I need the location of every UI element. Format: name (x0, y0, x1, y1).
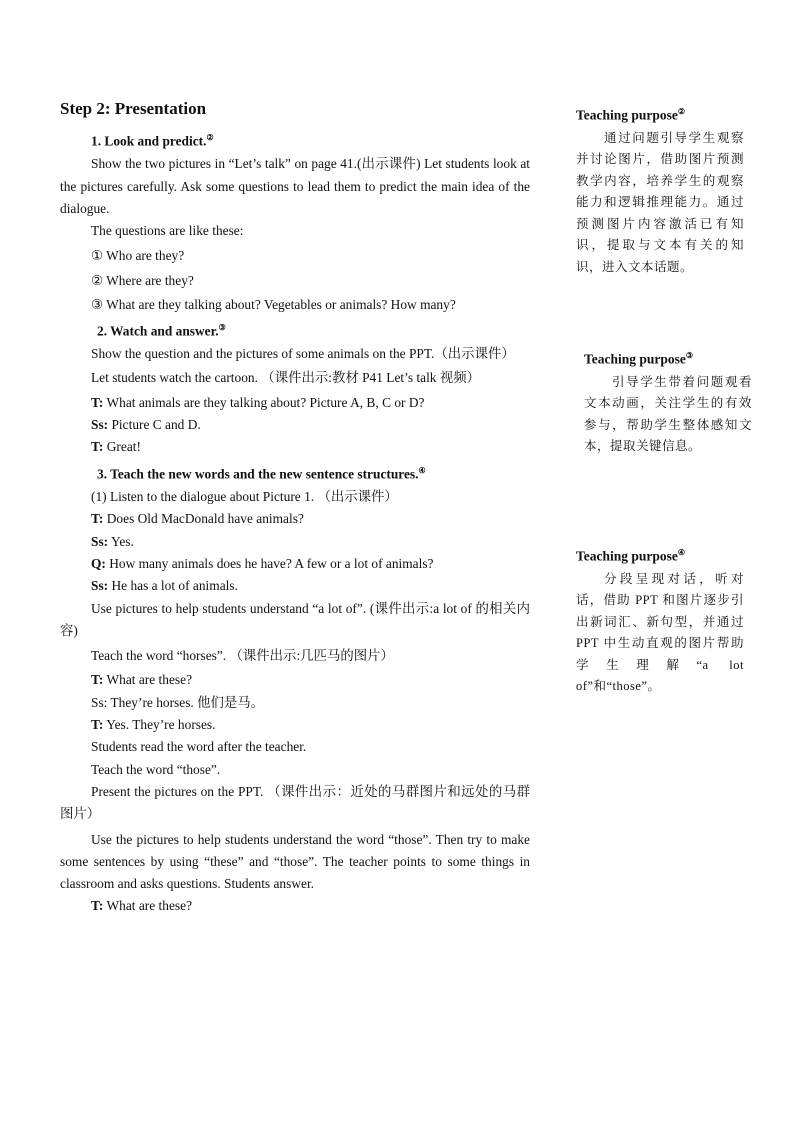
speaker: T: (91, 439, 104, 455)
dialogue-line (60, 436, 530, 458)
speaker: Ss: (91, 417, 109, 433)
note-title (584, 346, 752, 370)
dialogue-text: Yes. They’re horses. (106, 717, 216, 733)
dialogue-line (60, 714, 530, 736)
paragraph: Teach the word “those”. (91, 761, 221, 777)
dialogue-text: What are these? (106, 898, 193, 914)
lesson-plan-main (60, 98, 530, 918)
question-2: ② Where are they? (91, 272, 194, 288)
dialogue-text: What animals are they talking about? Picture A, B, C or D? (106, 394, 425, 410)
dialogue-text: Yes. (110, 533, 134, 549)
speaker: T: (91, 511, 104, 527)
section-3-title-text: 3. Teach the new words and the new sentence structures. (97, 466, 419, 482)
speaker: T: (91, 672, 104, 688)
footnote-mark: ④ (677, 548, 686, 557)
dialogue-line (60, 531, 530, 553)
footnote-mark: ② (677, 107, 686, 116)
dialogue-line: Ss: They’re horses. 他们是马。 (91, 694, 265, 710)
footnote-mark: ③ (685, 351, 694, 360)
speaker: T: (91, 717, 104, 733)
teaching-purpose-note (584, 346, 752, 458)
section-3-title (60, 459, 530, 486)
dialogue-line (60, 553, 530, 575)
paragraph: The questions are like these: (91, 223, 244, 239)
paragraph: (1) Listen to the dialogue about Picture 1. （出示课件） (91, 489, 398, 505)
dialogue-line (60, 669, 530, 691)
dialogue-text: How many animals does he have? A few or a lot of animals? (109, 555, 434, 571)
paragraph: Use the pictures to help students understand the word “those”. Then try to make some sentences by using “these” and “those”. The teacher points to some things in classroom and asks questions. Students answer. (60, 831, 530, 892)
note-title-text: Teaching purpose (584, 351, 686, 367)
footnote-mark: ④ (418, 465, 426, 475)
speaker: Ss: (91, 533, 109, 549)
note-title-text: Teaching purpose (576, 107, 678, 123)
speaker: Q: (91, 555, 106, 571)
paragraph: Students read the word after the teacher. (91, 739, 307, 755)
section-2-title-text: 2. Watch and answer. (97, 323, 219, 339)
speaker: Ss: (91, 578, 109, 594)
section-1-title-text: 1. Look and predict. (91, 133, 207, 149)
dialogue-line (60, 414, 530, 436)
note-body: 引导学生带着问题观看文本动画，关注学生的有效参与，帮助学生整体感知文本，提取关键信息。 (584, 374, 752, 453)
paragraph: Show the two pictures in “Let’s talk” on page 41.(出示课件) Let students look at the pictures carefully. Ask some questions to lead them to predict the main idea of the dialogue. (60, 156, 530, 217)
note-title-text: Teaching purpose (576, 548, 678, 564)
speaker: T: (91, 898, 104, 914)
paragraph: Let students watch the cartoon. （课件出示:教材 P41 Let’s talk 视频） (91, 370, 481, 386)
question-1: ① Who are they? (91, 247, 185, 263)
paragraph: Show the question and the pictures of some animals on the PPT.（出示课件） (91, 346, 515, 362)
section-1-title (60, 126, 530, 153)
teaching-purpose-note (576, 102, 744, 278)
paragraph: Teach the word “horses”. （课件出示:几匹马的图片） (91, 648, 394, 664)
dialogue-text: Picture C and D. (111, 417, 201, 433)
paragraph: Use pictures to help students understand “a lot of”. (课件出示:a lot of 的相关内容) (60, 600, 530, 638)
step-title: Step 2: Presentation (60, 99, 207, 118)
dialogue-line (60, 392, 530, 414)
section-2-title (60, 316, 530, 343)
dialogue-line (60, 575, 530, 597)
dialogue-text: He has a lot of animals. (111, 578, 238, 594)
paragraph: Present the pictures on the PPT. （课件出示：近处的马群图片和远处的马群图片） (60, 783, 530, 822)
note-title (576, 102, 744, 126)
dialogue-text: What are these? (106, 672, 193, 688)
teaching-purpose-note (576, 543, 744, 698)
question-3: ③ What are they talking about? Vegetables or animals? How many? (91, 296, 456, 312)
note-title (576, 543, 744, 567)
note-body: 通过问题引导学生观察并讨论图片，借助图片预测教学内容，培养学生的观察能力和逻辑推理能力。通过预测图片内容激活已有知识，提取与文本有关的知识，进入文本话题。 (576, 130, 744, 274)
note-body: 分段呈现对话，听对话，借助 PPT 和图片逐步引出新词汇、新句型，并通过PPT 中生动直观的图片帮助学生理解“a lot of”和“those”。 (576, 571, 744, 693)
dialogue-line (60, 895, 530, 917)
dialogue-line (60, 508, 530, 530)
footnote-mark: ② (206, 133, 214, 142)
speaker: T: (91, 394, 104, 410)
footnote-mark: ③ (218, 322, 226, 332)
dialogue-text: Does Old MacDonald have animals? (106, 511, 304, 527)
dialogue-text: Great! (106, 439, 141, 455)
